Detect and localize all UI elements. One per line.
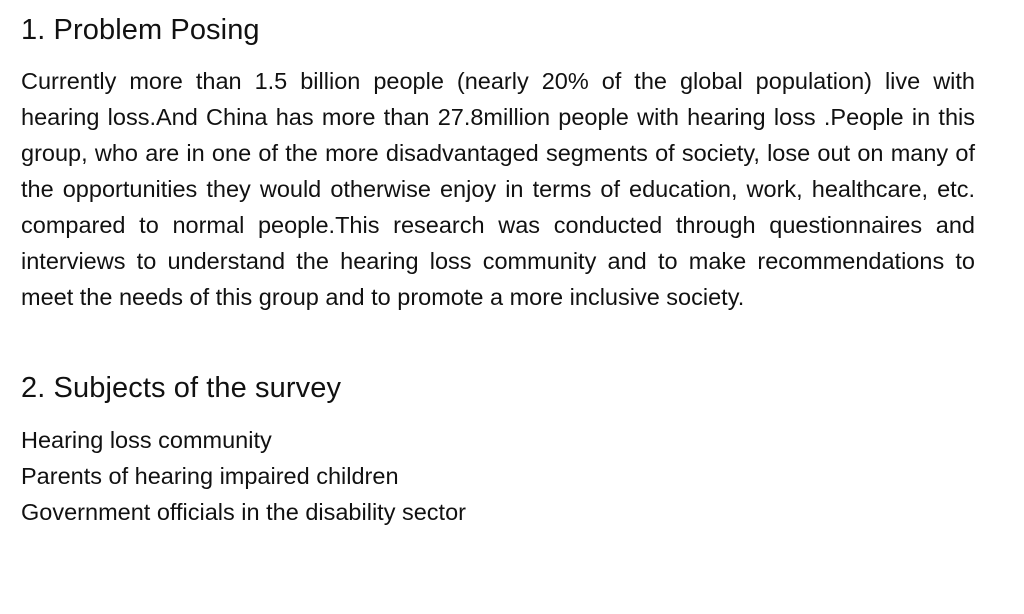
section-subjects-of-survey	[21, 368, 975, 530]
section-heading: 1. Problem Posing	[21, 14, 260, 46]
document	[21, 10, 975, 530]
list-item: Government officials in the disability sector	[21, 499, 466, 525]
section-problem-posing	[21, 10, 975, 315]
list-item: Parents of hearing impaired children	[21, 463, 399, 489]
list-item: Hearing loss community	[21, 427, 272, 453]
section-heading: 2. Subjects of the survey	[21, 372, 342, 404]
subjects-list	[21, 422, 975, 530]
section-paragraph: Currently more than 1.5 billion people (nearly 20% of the global population) live with hearing loss.And China has more than 27.8million people with hearing loss .People in this group, who are in one of the more disadvantaged segments of society, lose out on many of the opportunities they would otherwise enjoy in terms of education, work, healthcare, etc. compared to normal people.This research was conducted through questionnaires and interviews to understand the hearing loss community and to make recommendations to meet the needs of this group and to promote a more inclusive society.	[21, 68, 975, 310]
